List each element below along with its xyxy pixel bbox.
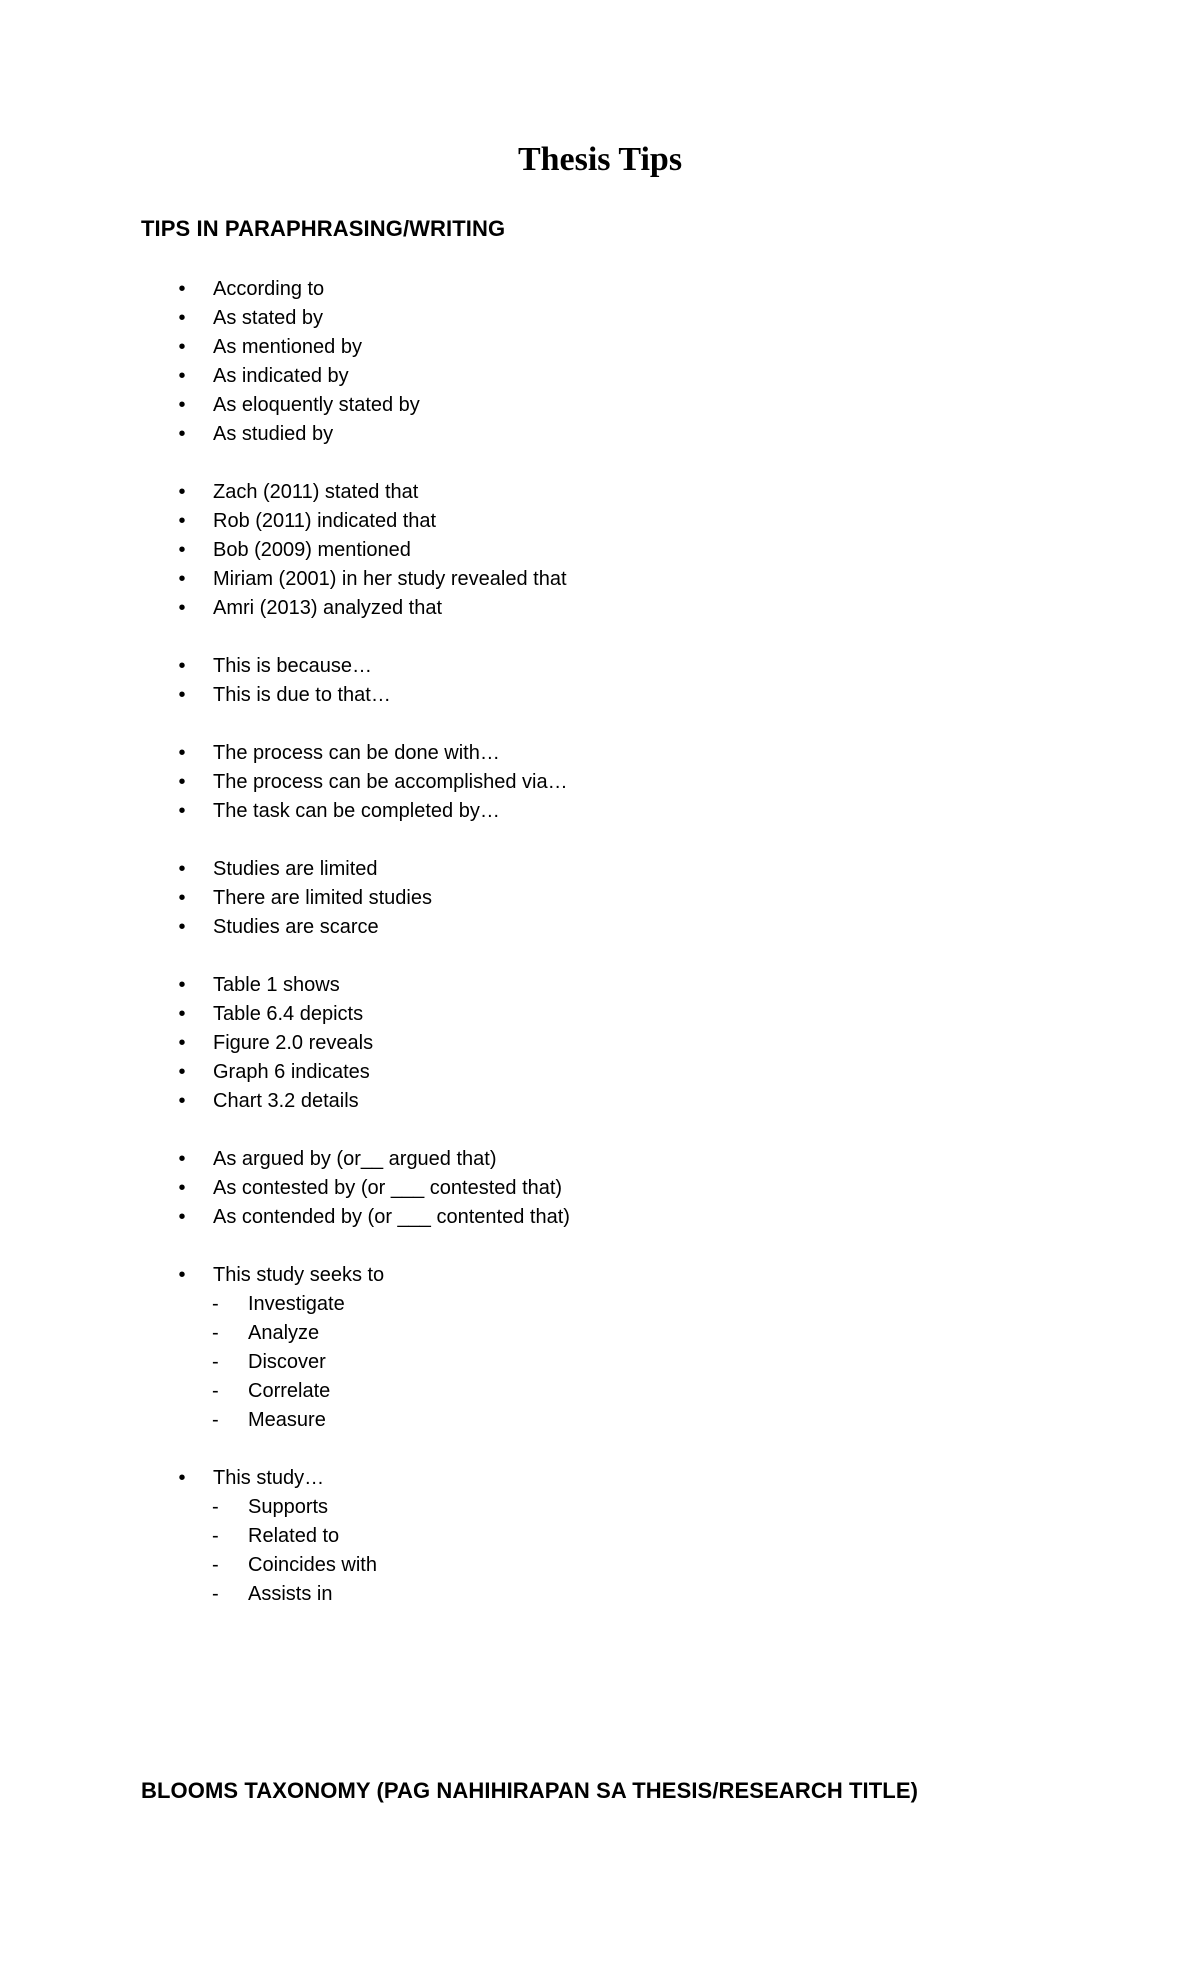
sub-list-item-text: Analyze [248, 1322, 320, 1344]
list-item-text: Amri (2013) analyzed that [213, 597, 443, 619]
list-item [0, 913, 1200, 942]
list-item [0, 478, 1200, 507]
bullet-icon: • [178, 336, 186, 358]
list-item [0, 594, 1200, 623]
sub-list-item [0, 1377, 1200, 1406]
sub-list-item [0, 1348, 1200, 1377]
dash-icon: - [212, 1351, 219, 1373]
bullet-icon: • [178, 974, 186, 996]
list-item-text: This is because… [213, 655, 372, 677]
list-item-text: As studied by [213, 423, 334, 445]
dash-icon: - [212, 1583, 219, 1605]
list-item-text: Graph 6 indicates [213, 1061, 370, 1083]
list-item-text: As contested by (or ___ contested that) [213, 1177, 563, 1199]
tip-group [0, 855, 1200, 942]
sub-list-item-text: Investigate [248, 1293, 345, 1315]
sub-list-item [0, 1319, 1200, 1348]
sub-list-item [0, 1522, 1200, 1551]
dash-icon: - [212, 1554, 219, 1576]
bullet-icon: • [178, 539, 186, 561]
list-item [0, 1261, 1200, 1290]
tip-group [0, 1261, 1200, 1435]
bullet-icon: • [178, 1206, 186, 1228]
section-heading-blooms-taxonomy: BLOOMS TAXONOMY (PAG NAHIHIRAPAN SA THESIS/RESEARCH TITLE) [141, 1778, 919, 1803]
dash-icon: - [212, 1293, 219, 1315]
list-item [0, 971, 1200, 1000]
sub-list-item-text: Coincides with [248, 1554, 377, 1576]
tips-list [0, 275, 1200, 1638]
bullet-icon: • [178, 771, 186, 793]
bullet-icon: • [178, 1032, 186, 1054]
list-item-text: This is due to that… [213, 684, 391, 706]
dash-icon: - [212, 1380, 219, 1402]
list-item-text: As indicated by [213, 365, 349, 387]
list-item-text: Rob (2011) indicated that [213, 510, 437, 532]
list-item [0, 1174, 1200, 1203]
sub-list-item [0, 1406, 1200, 1435]
bullet-icon: • [178, 365, 186, 387]
sub-list-item-text: Supports [248, 1496, 329, 1518]
list-item-text: Table 6.4 depicts [213, 1003, 364, 1025]
list-item-text: Chart 3.2 details [213, 1090, 359, 1112]
bullet-icon: • [178, 1090, 186, 1112]
bullet-icon: • [178, 1177, 186, 1199]
list-item-text: Zach (2011) stated that [213, 481, 419, 503]
sub-list-item [0, 1290, 1200, 1319]
sub-list-item-text: Related to [248, 1525, 340, 1547]
list-item-text: As argued by (or__ argued that) [213, 1148, 497, 1170]
bullet-icon: • [178, 1148, 186, 1170]
bullet-icon: • [178, 510, 186, 532]
list-item [0, 304, 1200, 333]
list-item [0, 565, 1200, 594]
list-item-text: As contended by (or ___ contented that) [213, 1206, 570, 1228]
list-item-text: Miriam (2001) in her study revealed that [213, 568, 567, 590]
list-item [0, 536, 1200, 565]
list-item-text: According to [213, 278, 325, 300]
sub-list-item-text: Assists in [248, 1583, 333, 1605]
list-item [0, 1087, 1200, 1116]
bullet-icon: • [178, 1003, 186, 1025]
list-item-text: This study… [213, 1467, 325, 1489]
list-item [0, 362, 1200, 391]
dash-icon: - [212, 1322, 219, 1344]
dash-icon: - [212, 1496, 219, 1518]
list-item [0, 681, 1200, 710]
list-item [0, 855, 1200, 884]
sub-list-item-text: Correlate [248, 1380, 331, 1402]
list-item [0, 333, 1200, 362]
list-item-text: Studies are limited [213, 858, 378, 880]
bullet-icon: • [178, 568, 186, 590]
list-item-text: As mentioned by [213, 336, 362, 358]
list-item [0, 1058, 1200, 1087]
list-item-text: Figure 2.0 reveals [213, 1032, 374, 1054]
list-item-text: There are limited studies [213, 887, 432, 909]
list-item [0, 652, 1200, 681]
list-item-text: As eloquently stated by [213, 394, 420, 416]
list-item [0, 1000, 1200, 1029]
list-item-text: Bob (2009) mentioned [213, 539, 411, 561]
list-item [0, 1464, 1200, 1493]
tip-group [0, 971, 1200, 1116]
list-item [0, 1029, 1200, 1058]
section-heading-paraphrasing: TIPS IN PARAPHRASING/WRITING [141, 216, 506, 241]
tip-group [0, 275, 1200, 449]
bullet-icon: • [178, 1467, 186, 1489]
list-item [0, 1203, 1200, 1232]
bullet-icon: • [178, 887, 186, 909]
tip-group [0, 478, 1200, 623]
list-item-text: This study seeks to [213, 1264, 385, 1286]
bullet-icon: • [178, 278, 186, 300]
list-item-text: The process can be accomplished via… [213, 771, 568, 793]
bullet-icon: • [178, 858, 186, 880]
bullet-icon: • [178, 394, 186, 416]
dash-icon: - [212, 1525, 219, 1547]
list-item [0, 797, 1200, 826]
tip-group [0, 652, 1200, 710]
tip-group [0, 739, 1200, 826]
dash-icon: - [212, 1409, 219, 1431]
list-item [0, 391, 1200, 420]
bullet-icon: • [178, 916, 186, 938]
document-title: Thesis Tips [517, 141, 683, 178]
bullet-icon: • [178, 684, 186, 706]
list-item-text: The task can be completed by… [213, 800, 500, 822]
list-item-text: Studies are scarce [213, 916, 379, 938]
list-item-text: As stated by [213, 307, 324, 329]
list-item [0, 884, 1200, 913]
bullet-icon: • [178, 597, 186, 619]
sub-list-item [0, 1493, 1200, 1522]
list-item-text: The process can be done with… [213, 742, 500, 764]
list-item [0, 507, 1200, 536]
sub-list-item [0, 1551, 1200, 1580]
list-item [0, 739, 1200, 768]
bullet-icon: • [178, 742, 186, 764]
bullet-icon: • [178, 655, 186, 677]
sub-list-item-text: Discover [248, 1351, 326, 1373]
bullet-icon: • [178, 481, 186, 503]
bullet-icon: • [178, 1061, 186, 1083]
list-item [0, 275, 1200, 304]
sub-list-item-text: Measure [248, 1409, 326, 1431]
bullet-icon: • [178, 800, 186, 822]
list-item [0, 1145, 1200, 1174]
list-item-text: Table 1 shows [213, 974, 340, 996]
tip-group [0, 1464, 1200, 1609]
bullet-icon: • [178, 423, 186, 445]
bullet-icon: • [178, 307, 186, 329]
list-item [0, 420, 1200, 449]
tip-group [0, 1145, 1200, 1232]
sub-list-item [0, 1580, 1200, 1609]
bullet-icon: • [178, 1264, 186, 1286]
list-item [0, 768, 1200, 797]
